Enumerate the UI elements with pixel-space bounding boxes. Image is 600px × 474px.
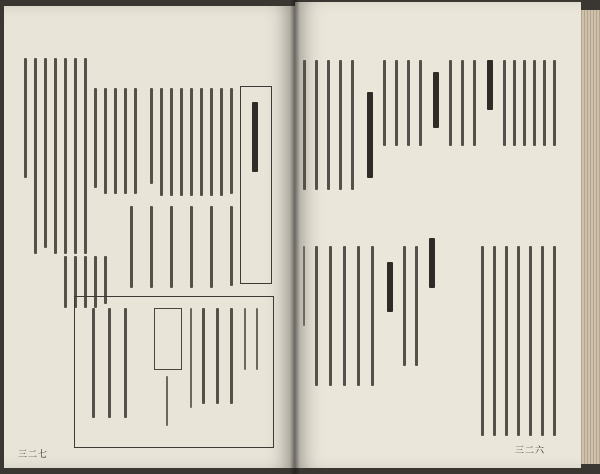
- text-column: [461, 60, 464, 146]
- right-page: [295, 2, 581, 468]
- colophon-text: [166, 376, 168, 426]
- text-column: [74, 58, 77, 254]
- colophon-text: [108, 308, 111, 418]
- text-column: [160, 88, 163, 196]
- text-column: [493, 246, 496, 436]
- section-heading: [429, 238, 435, 288]
- colophon-text: [216, 308, 219, 404]
- text-column: [541, 246, 544, 436]
- text-column: [419, 60, 422, 146]
- text-column: [44, 58, 47, 248]
- text-column: [24, 58, 27, 178]
- text-column: [543, 60, 546, 146]
- text-column: [200, 88, 203, 196]
- text-column: [329, 246, 332, 386]
- text-column: [315, 60, 318, 190]
- page-edges: [581, 10, 600, 464]
- text-column: [134, 88, 137, 194]
- section-heading: [487, 60, 493, 110]
- text-column: [371, 246, 374, 386]
- colophon-inner-box: [154, 308, 182, 370]
- text-column: [220, 88, 223, 196]
- text-column: [315, 246, 318, 386]
- text-column: [415, 246, 418, 366]
- text-column: [523, 60, 526, 146]
- text-column: [210, 88, 213, 196]
- text-column: [505, 246, 508, 436]
- text-column: [533, 60, 536, 146]
- text-column: [114, 88, 117, 194]
- text-column: [407, 60, 410, 146]
- text-column: [170, 206, 173, 288]
- text-column: [351, 60, 354, 190]
- colophon-text: [190, 308, 192, 408]
- colophon-text: [92, 308, 95, 418]
- text-column: [150, 88, 153, 184]
- left-page: [4, 6, 295, 468]
- text-column: [170, 88, 173, 196]
- text-column: [357, 246, 360, 386]
- text-column: [553, 60, 556, 146]
- text-column: [383, 60, 386, 146]
- binding-gutter: [290, 0, 300, 474]
- section-heading: [367, 92, 373, 178]
- text-column: [104, 88, 107, 194]
- text-column: [395, 60, 398, 146]
- text-column: [339, 60, 342, 190]
- text-column: [84, 58, 87, 254]
- text-column: [94, 88, 97, 188]
- text-column: [130, 206, 133, 288]
- colophon-text: [256, 308, 258, 370]
- text-column: [529, 246, 532, 436]
- text-column: [517, 246, 520, 436]
- section-heading: [433, 72, 439, 128]
- text-column: [553, 246, 556, 436]
- text-column: [64, 58, 67, 254]
- text-column: [64, 256, 67, 308]
- colophon-text: [230, 308, 233, 404]
- text-column: [327, 60, 330, 190]
- text-column: [230, 88, 233, 194]
- text-column: [190, 88, 193, 196]
- colophon-text: [124, 308, 127, 418]
- colophon-text: [244, 308, 246, 370]
- text-column: [190, 206, 193, 288]
- text-column: [503, 60, 506, 146]
- text-column: [34, 58, 37, 254]
- text-column: [403, 246, 406, 366]
- colophon-text: [202, 308, 205, 404]
- text-column: [180, 88, 183, 196]
- text-column: [473, 60, 476, 146]
- boxed-heading-text: [252, 102, 258, 172]
- text-column: [124, 88, 127, 194]
- section-heading: [387, 262, 393, 312]
- text-column: [513, 60, 516, 146]
- text-column: [481, 246, 484, 436]
- left-page-number: 三二七: [18, 450, 49, 460]
- text-column: [210, 206, 213, 288]
- text-column: [54, 58, 57, 254]
- text-column: [150, 206, 153, 288]
- text-column: [449, 60, 452, 146]
- text-column: [230, 206, 233, 286]
- text-column: [303, 60, 306, 190]
- text-column: [343, 246, 346, 386]
- right-page-number: 三二六: [515, 446, 546, 456]
- text-column: [303, 246, 305, 326]
